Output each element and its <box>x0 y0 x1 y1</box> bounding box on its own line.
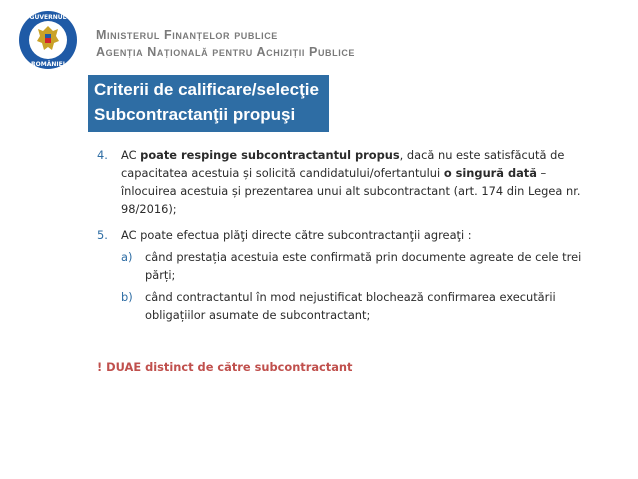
ministry-line-1: Ministerul Finanțelor publice <box>96 28 278 42</box>
item-number: 5. <box>97 228 108 242</box>
list-item-5 <box>97 226 597 244</box>
item-number: 4. <box>97 148 108 162</box>
ministry-name <box>96 27 355 61</box>
duae-note: ! DUAE distinct de către subcontractant <box>97 360 353 374</box>
svg-text:GUVERNUL: GUVERNUL <box>29 14 67 21</box>
item-text: AC poate efectua plăţi directe către subcontractanţii agreaţi : <box>121 228 472 242</box>
sublist <box>97 248 597 324</box>
sub-item-letter: a) <box>121 250 133 264</box>
sub-item-b <box>121 288 597 324</box>
slide-content <box>97 146 597 324</box>
sub-item-a <box>121 248 597 284</box>
sub-item-letter: b) <box>121 290 133 304</box>
title-line-1: Criterii de calificare/selecţie <box>94 80 319 99</box>
sub-item-text: când prestația acestuia este confirmată prin documente agreate de cele trei părți; <box>145 250 582 282</box>
list-item-4 <box>97 146 597 218</box>
sub-item-text: când contractantul în mod nejustificat blochează confirmarea executării obligațiilor asumate de subcontractant; <box>145 290 556 322</box>
title-line-2: Subcontractanţii propuşi <box>94 105 296 124</box>
slide-title <box>88 75 329 132</box>
government-seal-logo <box>18 10 78 70</box>
svg-text:ROMÂNIEI: ROMÂNIEI <box>31 61 65 68</box>
header <box>18 10 618 70</box>
item-text: AC poate respinge subcontractantul propus, dacă nu este satisfăcută de capacitatea acestuia și solicită candidatului/ofertantului o singură dată – înlocuirea acestuia și prezentarea unui alt subcontractant (art. 174 din Legea nr. 98/2016); <box>121 148 581 216</box>
ministry-line-2: Agenția Națională pentru Achiziții Publice <box>96 45 356 59</box>
